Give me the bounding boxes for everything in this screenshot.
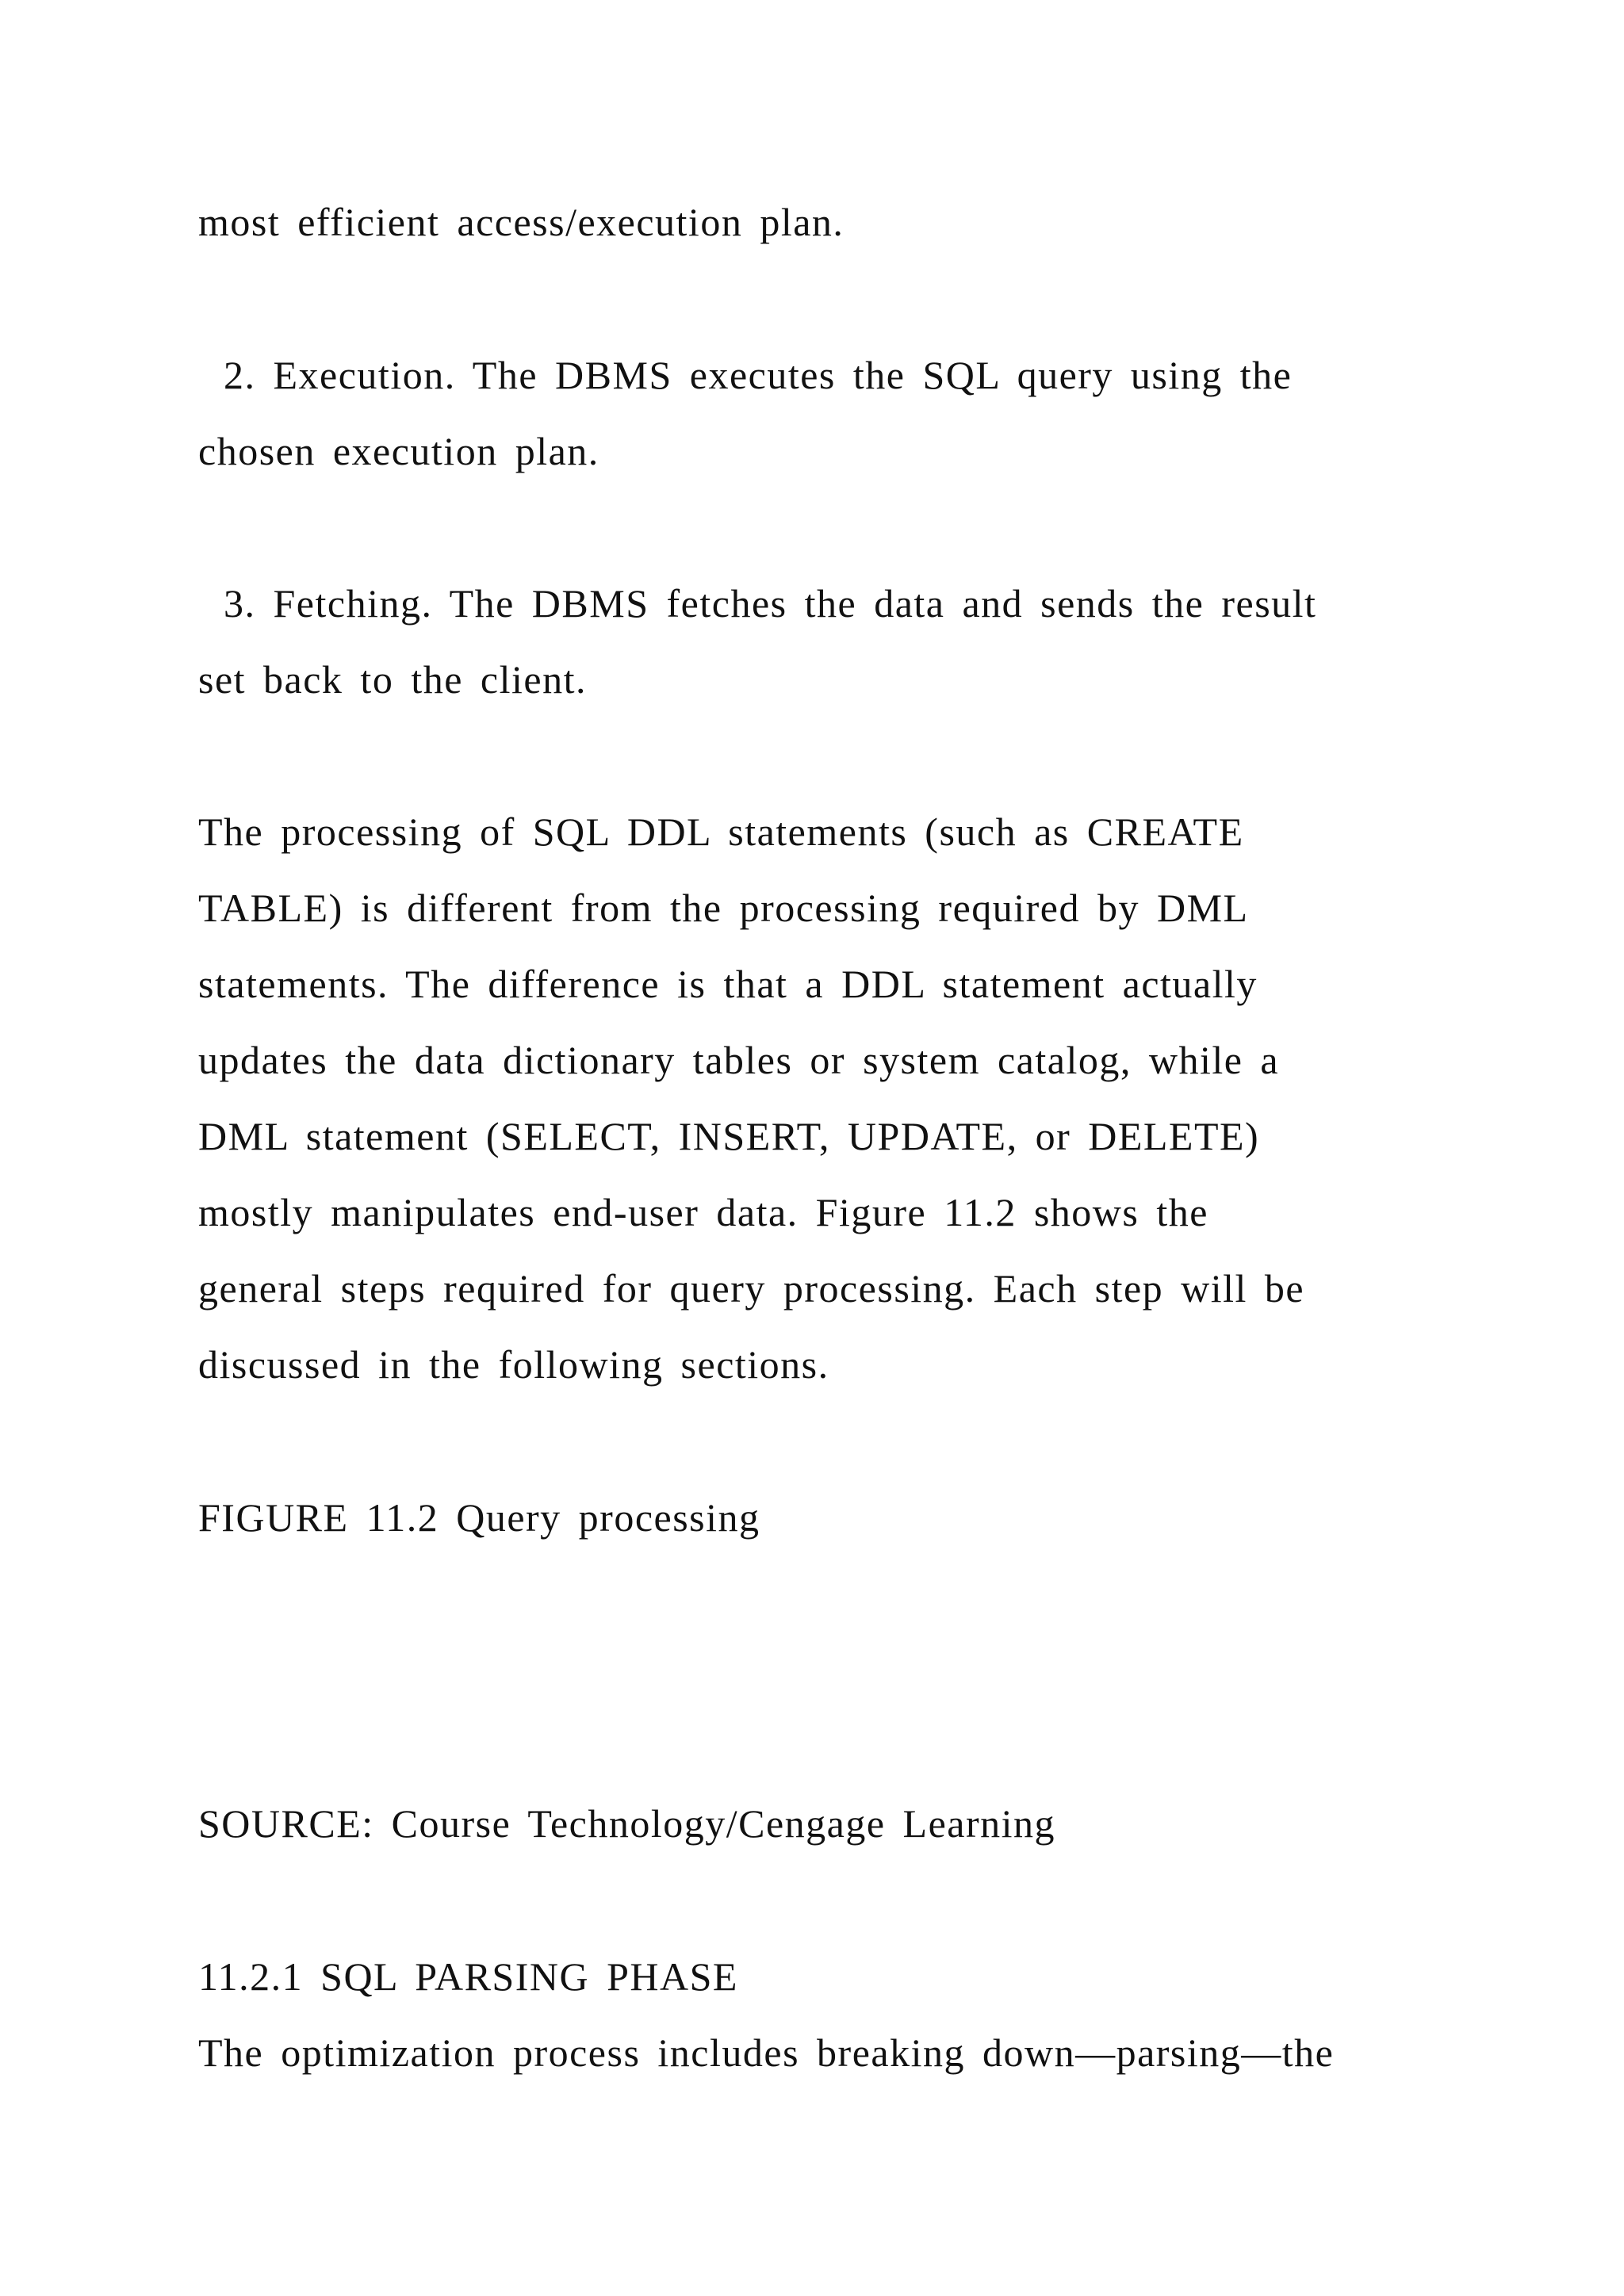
- section-heading: 11.2.1 SQL PARSING PHASE: [198, 1954, 738, 1999]
- text-line: set back to the client.: [198, 657, 587, 702]
- paragraph-line: general steps required for query processing. Each step will be: [198, 1266, 1305, 1311]
- paragraph-line: statements. The difference is that a DDL statement actually: [198, 962, 1258, 1006]
- paragraph-line: discussed in the following sections.: [198, 1342, 829, 1387]
- paragraph-line: TABLE) is different from the processing required by DML: [198, 886, 1249, 930]
- paragraph-line: updates the data dictionary tables or system catalog, while a: [198, 1038, 1280, 1082]
- paragraph-line: mostly manipulates end-user data. Figure 11.2 shows the: [198, 1190, 1208, 1234]
- figure-source: SOURCE: Course Technology/Cengage Learning: [198, 1801, 1056, 1846]
- list-item-execution: 2. Execution. The DBMS executes the SQL query using the: [224, 353, 1293, 397]
- text-line: chosen execution plan.: [198, 429, 599, 473]
- figure-caption: FIGURE 11.2 Query processing: [198, 1495, 760, 1540]
- paragraph-line: The processing of SQL DDL statements (such as CREATE: [198, 809, 1244, 854]
- paragraph-line: DML statement (SELECT, INSERT, UPDATE, or DELETE): [198, 1114, 1260, 1158]
- text-line: most efficient access/execution plan.: [198, 200, 845, 244]
- list-item-fetching: 3. Fetching. The DBMS fetches the data and sends the result: [224, 581, 1317, 626]
- text-line: The optimization process includes breaking down—parsing—the: [198, 2030, 1335, 2075]
